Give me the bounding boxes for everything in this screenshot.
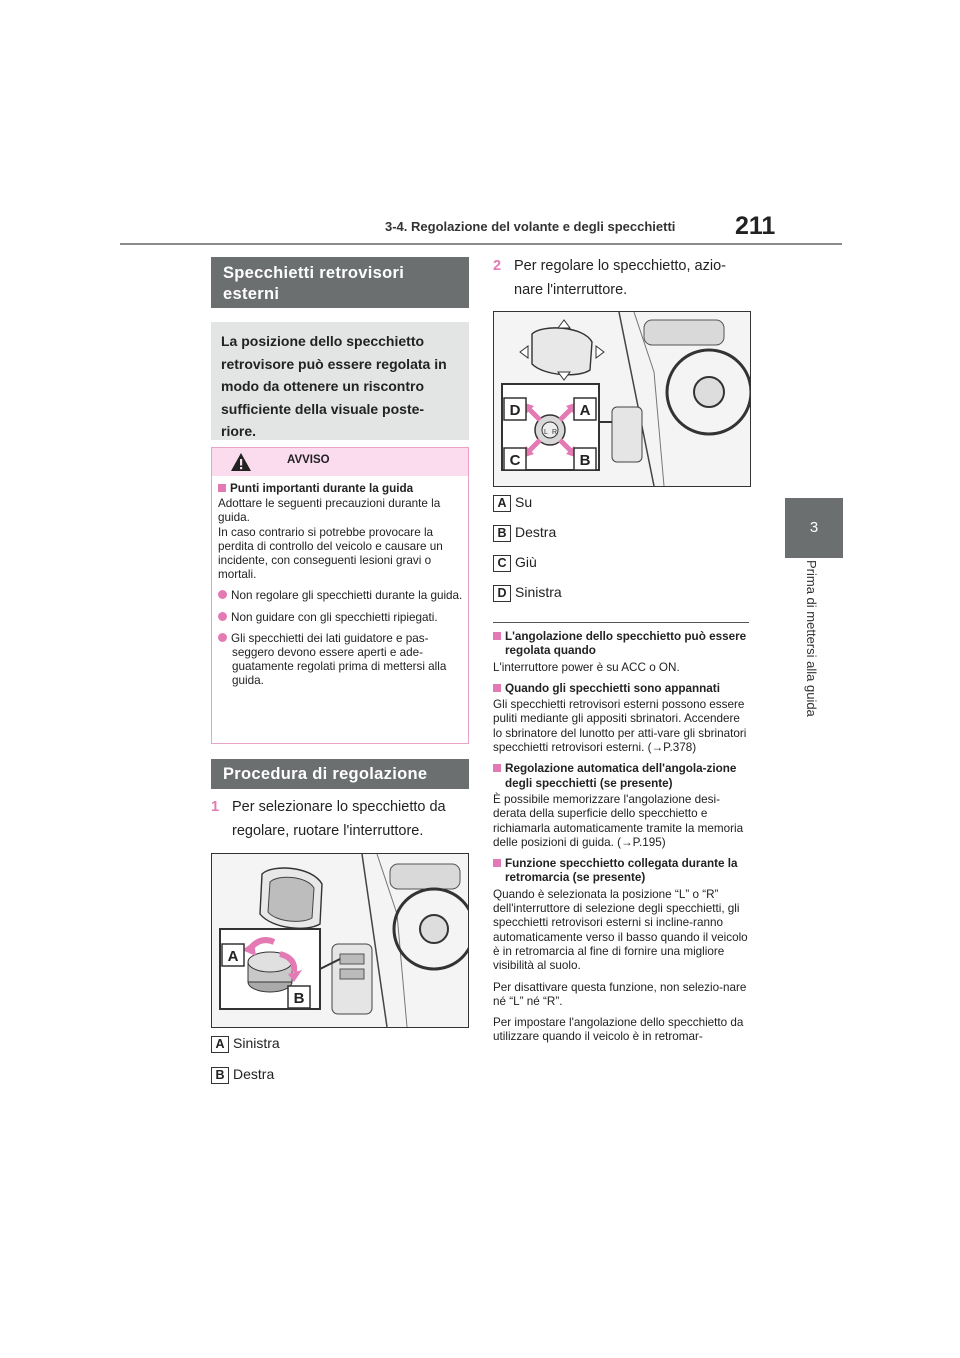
note-paragraph: Gli specchietti retrovisori esterni possono essere puliti mediante gli appositi sbrinatori. Accendere lo sbrinatore del lunotto per atti-vare gli sbrinatori specchietti retrovisori esterni. (→P.378)	[493, 698, 747, 755]
warning-triangle-icon	[230, 452, 252, 472]
note-paragraph: È possibile memorizzare l'angolazione desi-derata della superficie dello specchietto e richiamarla automaticamente tramite la memoria delle posizioni di guida. (→P.195)	[493, 792, 744, 849]
legend-key: D	[493, 585, 511, 602]
square-bullet-icon	[493, 684, 501, 692]
note-paragraph: Quando è selezionata la posizione “L” o “R” dell'interruttore di selezione degli specchietti, gli specchietti retrovisori esterni si incline-ranno automaticamente verso il basso quando il veicolo è in retromarcia al fine di fornire una migliore visibilità al suolo.	[493, 887, 748, 973]
header-divider	[120, 243, 842, 245]
callout-label: B	[579, 452, 591, 469]
switch-mark-r: R	[552, 429, 558, 436]
legend-key: A	[493, 495, 511, 512]
legend-label: Destra	[233, 1066, 275, 1082]
intro-box: La posizione dello specchietto retrovisore può essere regolata in modo da ottenere un riscontro sufficiente della visuale poste-riore.	[211, 322, 469, 440]
warning-title: AVVISO	[287, 454, 330, 466]
legend-key: C	[493, 555, 511, 572]
chapter-title: Prima di mettersi alla guida	[804, 560, 819, 717]
square-bullet-icon	[493, 859, 501, 867]
section-title-procedure: Procedura di regolazione	[211, 759, 469, 789]
mirror-select-illustration	[212, 854, 468, 1027]
notes-divider	[493, 622, 749, 623]
callout-label: A	[579, 402, 591, 419]
step-text: Per regolare lo specchietto, azio-nare l'interruttore.	[514, 258, 726, 298]
warning-bullet: Gli specchietti dei lati guidatore e pas-seggero devono essere aperti e ade-guatamente regolati prima di mettersi alla guida.	[231, 631, 447, 688]
note-paragraph: Per impostare l'angolazione dello specchietto da utilizzare quando il veicolo è in retromar-	[493, 1016, 744, 1044]
note-heading: Regolazione automatica dell'angola-zione degli specchietti (se presente)	[505, 762, 737, 790]
running-header: 3-4. Regolazione del volante e degli specchietti	[385, 219, 676, 234]
warning-heading: Punti importanti durante la guida	[230, 482, 414, 495]
round-bullet-icon	[218, 633, 227, 642]
legend-key: B	[211, 1067, 229, 1084]
warning-header	[212, 448, 468, 476]
figure-mirror-adjust-switch	[493, 311, 751, 487]
callout-label: A	[227, 948, 239, 965]
legend-item	[493, 584, 562, 602]
square-bullet-icon	[493, 632, 501, 640]
note-heading: Quando gli specchietti sono appannati	[505, 681, 720, 695]
legend-item	[211, 1035, 280, 1053]
step-1	[211, 795, 469, 843]
page-number: 211	[735, 212, 776, 240]
legend-label: Sinistra	[233, 1035, 280, 1051]
section-title-mirrors: Specchietti retrovisori esterni	[211, 257, 469, 308]
warning-bullet: Non guidare con gli specchietti ripiegati.	[231, 610, 438, 624]
legend-item	[211, 1066, 274, 1084]
callout-label: D	[509, 402, 521, 419]
legend-label: Destra	[515, 524, 557, 540]
square-bullet-icon	[493, 764, 501, 772]
warning-bullet: Non regolare gli specchietti durante la guida.	[231, 589, 463, 603]
warning-box	[211, 447, 469, 744]
legend-item	[493, 494, 532, 512]
callout-label: C	[509, 452, 521, 469]
note-paragraph: Per disattivare questa funzione, non selezio-nare né “L” né “R”.	[493, 980, 747, 1008]
note-heading: Funzione specchietto collegata durante la retromarcia (se presente)	[505, 857, 738, 885]
legend-key: B	[493, 525, 511, 542]
note-paragraph: L'interruttore power è su ACC o ON.	[493, 660, 680, 674]
legend-label: Su	[515, 494, 533, 510]
step-number: 2	[493, 258, 502, 274]
step-number: 1	[211, 799, 220, 815]
callout-label: B	[293, 990, 305, 1007]
switch-mark-l: L	[544, 429, 548, 436]
notes-section	[493, 630, 749, 1052]
chapter-tab: 3	[785, 498, 843, 558]
legend-item	[493, 554, 537, 572]
step-2	[493, 254, 751, 302]
mirror-adjust-illustration	[494, 312, 750, 486]
step-text: Per selezionare lo specchietto da regolare, ruotare l'interruttore.	[232, 799, 446, 839]
warning-body	[218, 482, 463, 696]
note-heading: L'angolazione dello specchietto può essere regolata quando	[505, 630, 747, 658]
round-bullet-icon	[218, 612, 227, 621]
legend-item	[493, 524, 556, 542]
legend-key: A	[211, 1036, 229, 1053]
figure-mirror-select-switch	[211, 853, 469, 1028]
chapter-title-vertical	[805, 560, 825, 740]
legend-label: Sinistra	[515, 584, 562, 600]
legend-label: Giù	[515, 554, 537, 570]
round-bullet-icon	[218, 590, 227, 599]
warning-text: Adottare le seguenti precauzioni durante la guida. In caso contrario si potrebbe provocare la perdita di controllo del veicolo e causare un incidente, con conseguenti lesioni gravi o mortali.	[218, 497, 443, 582]
square-bullet-icon	[218, 484, 226, 492]
